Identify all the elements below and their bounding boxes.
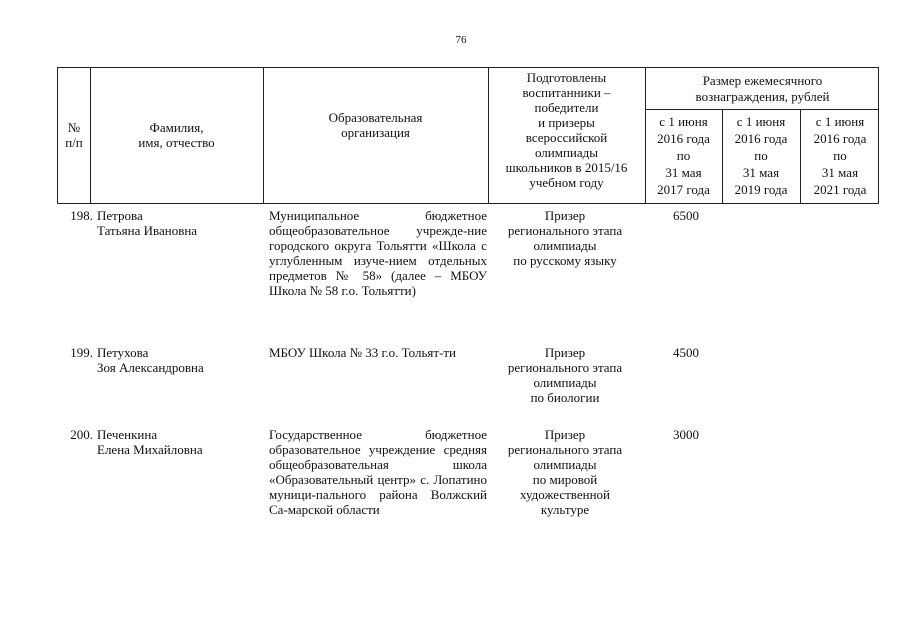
page-number: 76: [455, 34, 467, 46]
header-period-2021: с 1 июня 2016 года по 31 мая 2021 года: [813, 114, 867, 197]
organization: Муниципальное бюджетное общеобразовательное учрежде-ние городского округа Тольятти «Школа с углубленным изуче-нием отдельных предметов № 58» (далее – МБОУ Школа № 58 г.о. Тольятти): [269, 208, 487, 298]
achievement: Призер регионального этапа олимпиады по биологии: [507, 345, 623, 405]
header-period-2017: с 1 июня 2016 года по 31 мая 2017 года: [657, 114, 710, 197]
organization: МБОУ Школа № 33 г.о. Тольят-ти: [269, 345, 457, 360]
row-number: 199.: [70, 345, 93, 360]
table-header: [57, 67, 879, 204]
header-reward: Размер ежемесячного вознаграждения, рублей: [695, 73, 830, 104]
achievement: Призер регионального этапа олимпиады по русскому языку: [507, 208, 623, 268]
person-name: Петухова Зоя Александровна: [97, 345, 204, 375]
header-num: № п/п: [65, 120, 83, 150]
person-name: Петрова Татьяна Ивановна: [97, 208, 198, 238]
header-period-2019: с 1 июня 2016 года по 31 мая 2019 года: [734, 114, 788, 197]
row-number: 200.: [70, 427, 93, 442]
reward-amount: 4500: [673, 345, 699, 360]
header-prepared: Подготовлены воспитанники – победители и призеры всероссийской олимпиады школьников в 2015/16 учебном году: [505, 70, 628, 190]
header-organization: Образовательная организация: [328, 110, 423, 140]
reward-amount: 3000: [673, 427, 699, 442]
reward-amount: 6500: [673, 208, 699, 223]
header-name: Фамилия, имя, отчество: [138, 120, 215, 150]
achievement: Призер регионального этапа олимпиады по мировой художественной культуре: [507, 427, 623, 517]
person-name: Печенкина Елена Михайловна: [97, 427, 203, 457]
row-number: 198.: [70, 208, 93, 223]
organization: Государственное бюджетное образовательное учреждение средняя общеобразовательная школа «Образовательный центр» с. Лопатино муници-пального района Волжский Са-марской области: [269, 427, 487, 517]
